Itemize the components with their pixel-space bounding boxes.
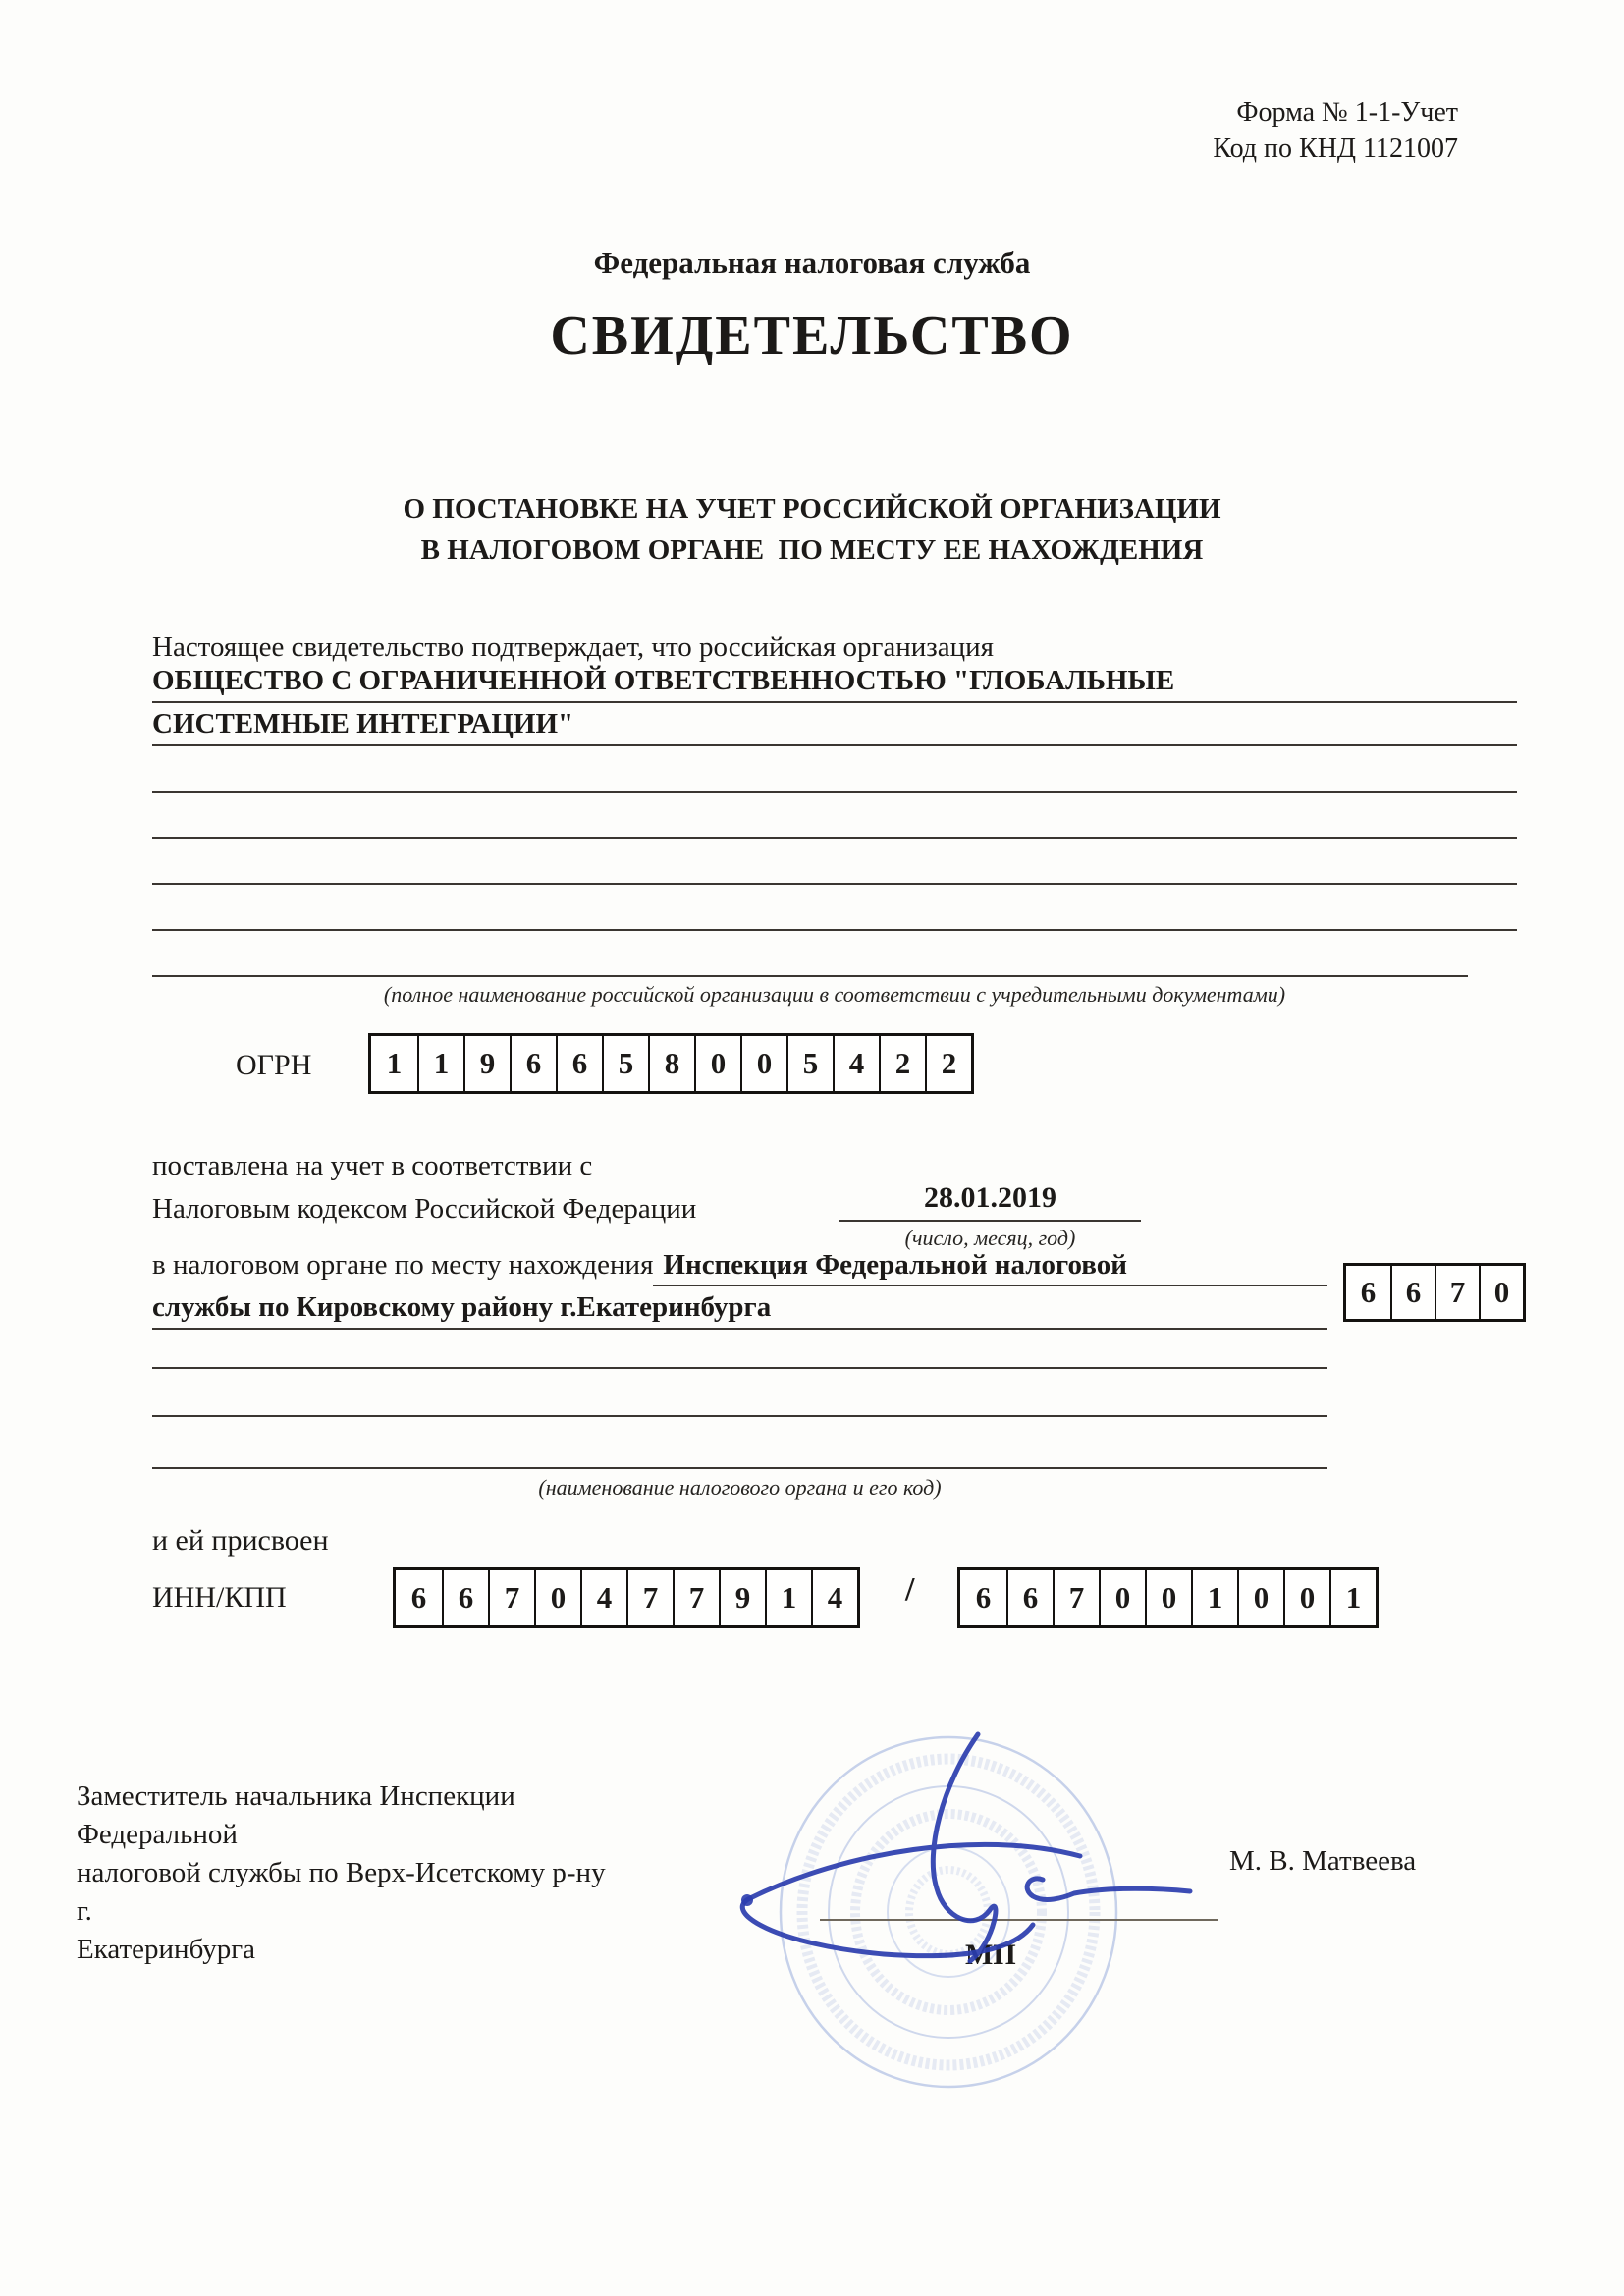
digit-cell: 4 (580, 1570, 626, 1625)
ogrn-label: ОГРН (236, 1049, 312, 1081)
subtitle-line-1: О ПОСТАНОВКЕ НА УЧЕТ РОССИЙСКОЙ ОРГАНИЗАЦИИ (403, 493, 1221, 524)
tax-office-caption: (наименование налогового органа и его код) (538, 1475, 942, 1500)
signer-position-line-2: налоговой службы по Верх-Исетскому р-ну г. (77, 1857, 606, 1927)
digit-cell: 0 (534, 1570, 580, 1625)
blank-line (152, 930, 1468, 977)
tax-office-prefix: в налоговом органе по месту нахождения (152, 1249, 654, 1281)
digit-cell: 1 (417, 1036, 463, 1091)
knd-code: Код по КНД 1121007 (1213, 134, 1458, 164)
blank-line (152, 1370, 1327, 1417)
digit-cell: 7 (1053, 1570, 1099, 1625)
digit-cell: 6 (510, 1036, 556, 1091)
org-name-line-2: СИСТЕМНЫЕ ИНТЕГРАЦИИ" (152, 708, 574, 739)
digit-cell: 6 (960, 1570, 1006, 1625)
digit-cell: 5 (602, 1036, 648, 1091)
tax-office-name-1: Инспекция Федеральной налоговой (653, 1249, 1327, 1286)
stamp-place-label: МП (965, 1939, 1016, 1971)
inn-kpp-separator: / (905, 1571, 915, 1608)
digit-cell: 0 (1145, 1570, 1191, 1625)
digit-cell: 4 (811, 1570, 857, 1625)
digit-cell: 0 (1479, 1266, 1523, 1319)
digit-cell: 6 (442, 1570, 488, 1625)
org-name-line-1: ОБЩЕСТВО С ОГРАНИЧЕННОЙ ОТВЕТСТВЕННОСТЬЮ "ГЛОБАЛЬНЫЕ (152, 665, 1175, 696)
org-name-row-2 (152, 699, 1517, 746)
inn-kpp-label: ИНН/КПП (152, 1581, 287, 1613)
digit-cell: 0 (1099, 1570, 1145, 1625)
digit-cell: 6 (1346, 1266, 1390, 1319)
blank-line (152, 1322, 1327, 1369)
signer-position-line-3: Екатеринбурга (77, 1934, 255, 1965)
digit-cell: 6 (556, 1036, 602, 1091)
intro-text: Настоящее свидетельство подтверждает, что российская организация (152, 631, 994, 663)
digit-cell: 6 (1390, 1266, 1435, 1319)
blank-line (152, 1422, 1327, 1469)
digit-cell: 0 (1283, 1570, 1329, 1625)
blank-line (152, 792, 1517, 839)
digit-cell: 6 (396, 1570, 442, 1625)
digit-cell: 4 (833, 1036, 879, 1091)
blank-line (152, 745, 1517, 793)
digit-cell: 1 (765, 1570, 811, 1625)
tax-office-code-boxes (1343, 1263, 1526, 1322)
tax-office-row (152, 1249, 1327, 1286)
subtitle-line-2: В НАЛОГОВОМ ОРГАНЕ ПО МЕСТУ ЕЕ НАХОЖДЕНИЯ (420, 534, 1204, 566)
agency-name: Федеральная налоговая служба (593, 246, 1031, 280)
digit-cell: 9 (719, 1570, 765, 1625)
signer-position (77, 1777, 607, 1969)
digit-cell: 0 (740, 1036, 786, 1091)
tax-office-name-2: службы по Кировскому району г.Екатеринбурга (152, 1291, 772, 1323)
digit-cell: 5 (786, 1036, 833, 1091)
digit-cell: 2 (925, 1036, 971, 1091)
registration-date: 28.01.2019 (924, 1181, 1056, 1214)
digit-cell: 7 (1435, 1266, 1479, 1319)
digit-cell: 2 (879, 1036, 925, 1091)
blank-line (152, 884, 1517, 931)
signer-position-line-1: Заместитель начальника Инспекции Федеральной (77, 1780, 515, 1850)
blank-line (152, 838, 1517, 885)
registered-text-2: Налоговым кодексом Российской Федерации (152, 1193, 697, 1225)
signer-name: М. В. Матвеева (1229, 1845, 1417, 1877)
digit-cell: 0 (694, 1036, 740, 1091)
digit-cell: 1 (1191, 1570, 1237, 1625)
digit-cell: 8 (648, 1036, 694, 1091)
inn-boxes (393, 1567, 860, 1628)
doc-title: СВИДЕТЕЛЬСТВО (550, 305, 1074, 366)
org-name-caption: (полное наименование российской организации в соответствии с учредительными документами) (383, 982, 1286, 1007)
digit-cell: 1 (371, 1036, 417, 1091)
digit-cell: 6 (1006, 1570, 1053, 1625)
form-identifier-block (982, 94, 1458, 167)
digit-cell: 7 (626, 1570, 673, 1625)
date-caption: (число, месяц, год) (904, 1226, 1076, 1250)
form-number: Форма № 1-1-Учет (1236, 97, 1458, 128)
ogrn-boxes (368, 1033, 974, 1094)
handwritten-signature (717, 1714, 1237, 1979)
digit-cell: 0 (1237, 1570, 1283, 1625)
registered-text-1: поставлена на учет в соответствии с (152, 1150, 593, 1181)
digit-cell: 7 (488, 1570, 534, 1625)
digit-cell: 7 (673, 1570, 719, 1625)
assigned-text: и ей присвоен (152, 1524, 329, 1557)
digit-cell: 9 (463, 1036, 510, 1091)
kpp-boxes (957, 1567, 1379, 1628)
registration-date-underline (839, 1176, 1141, 1222)
digit-cell: 1 (1329, 1570, 1376, 1625)
org-name-row-1 (152, 656, 1517, 703)
